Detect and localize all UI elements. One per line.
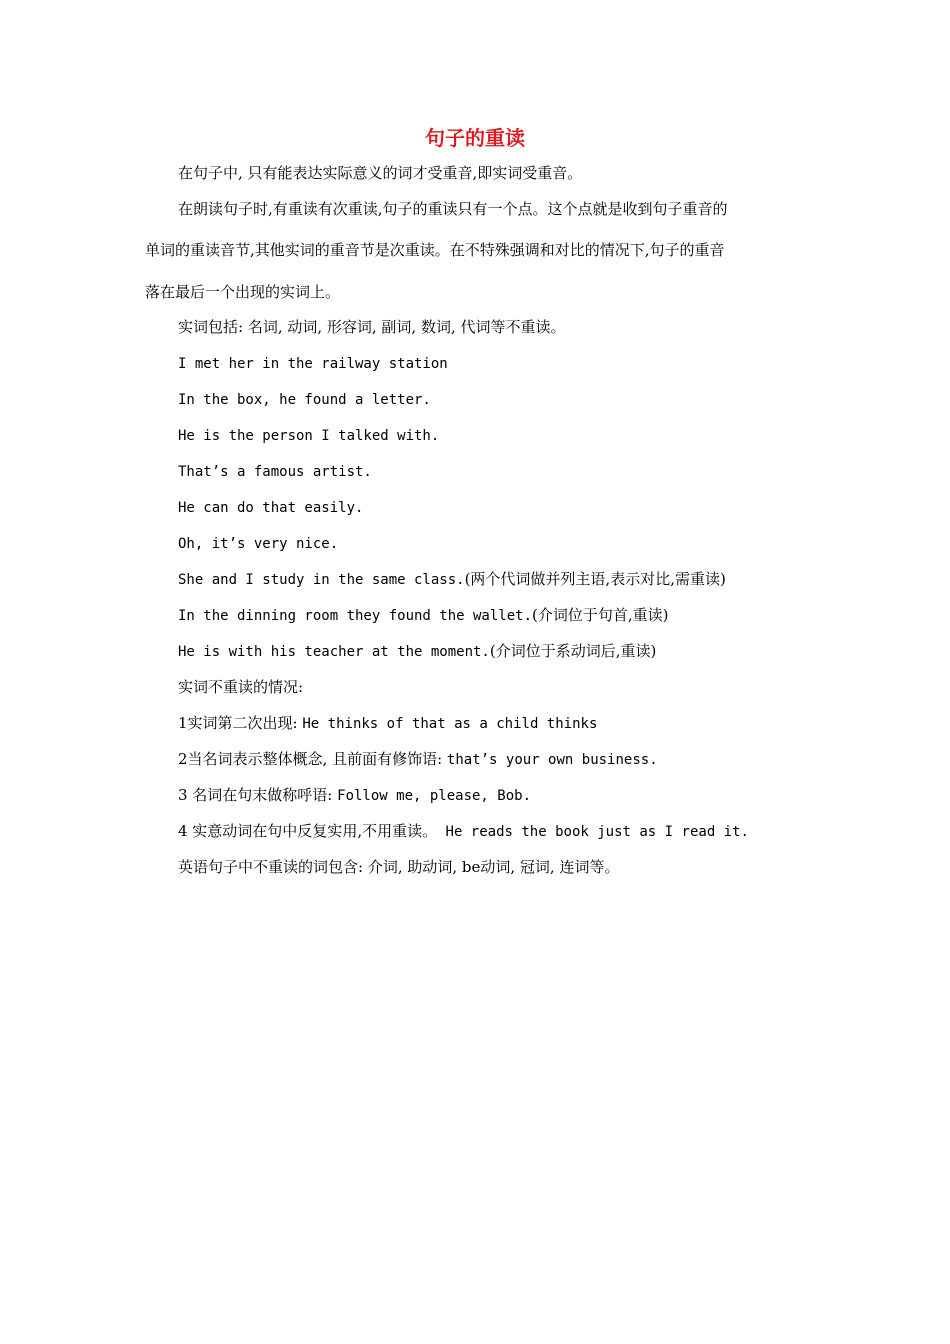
case-2-example: that’s your own business.	[446, 752, 658, 768]
case-4-example: He reads the book just as I read it.	[437, 824, 749, 840]
document-title: 句子的重读	[425, 126, 525, 150]
function-words-line: 英语句子中不重读的词包含: 介词, 助动词, be动词, 冠词, 连词等。	[178, 858, 620, 876]
example-sentence: In the box, he found a letter.	[178, 392, 431, 408]
example-sentence: He can do that easily.	[178, 500, 364, 516]
example-sentence: That’s a famous artist.	[178, 464, 372, 480]
example-she-and-i	[178, 569, 726, 590]
example-dinning-note: (介词位于句首,重读)	[532, 606, 669, 624]
paragraph-1: 在句子中, 只有能表达实际意义的词才受重音,即实词受重音。	[178, 164, 583, 182]
unstressed-heading: 实词不重读的情况:	[178, 678, 304, 696]
example-sentence: He is the person I talked with.	[178, 428, 440, 444]
case-1-label: 1实词第二次出现:	[178, 714, 303, 732]
example-sentence: Oh, it’s very nice.	[178, 536, 339, 552]
case-1-example: He thinks of that as a child thinks	[302, 716, 598, 732]
case-4-label: 4 实意动词在句中反复实用,不用重读。	[178, 822, 438, 840]
example-dinning-en: In the dinning room they found the wallet.	[178, 608, 533, 624]
example-teacher	[178, 641, 656, 662]
example-dinning-room	[178, 605, 669, 626]
example-she-en: She and I study in the same class.	[178, 572, 465, 588]
case-1	[178, 713, 597, 734]
case-4	[178, 821, 749, 842]
case-2-label: 2当名词表示整体概念, 且前面有修饰语:	[178, 750, 447, 768]
case-2	[178, 749, 658, 770]
paragraph-2-line-1: 在朗读句子时,有重读有次重读,句子的重读只有一个点。这个点就是收到句子重音的	[178, 200, 728, 218]
content-words-line: 实词包括: 名词, 动词, 形容词, 副词, 数词, 代词等不重读。	[178, 318, 566, 336]
case-3-example: Follow me, please, Bob.	[337, 788, 532, 804]
example-teacher-note: (介词位于系动词后,重读)	[489, 642, 657, 660]
example-sentence: I met her in the railway station	[178, 356, 448, 372]
paragraph-2-line-2: 单词的重读音节,其他实词的重音节是次重读。在不特殊强调和对比的情况下,句子的重音	[145, 241, 725, 259]
example-teacher-en: He is with his teacher at the moment.	[178, 644, 490, 660]
case-3	[178, 785, 531, 806]
paragraph-2-line-3: 落在最后一个出现的实词上。	[145, 283, 341, 301]
example-she-note: (两个代词做并列主语,表示对比,需重读)	[464, 570, 726, 588]
case-3-label: 3 名词在句末做称呼语:	[178, 786, 338, 804]
